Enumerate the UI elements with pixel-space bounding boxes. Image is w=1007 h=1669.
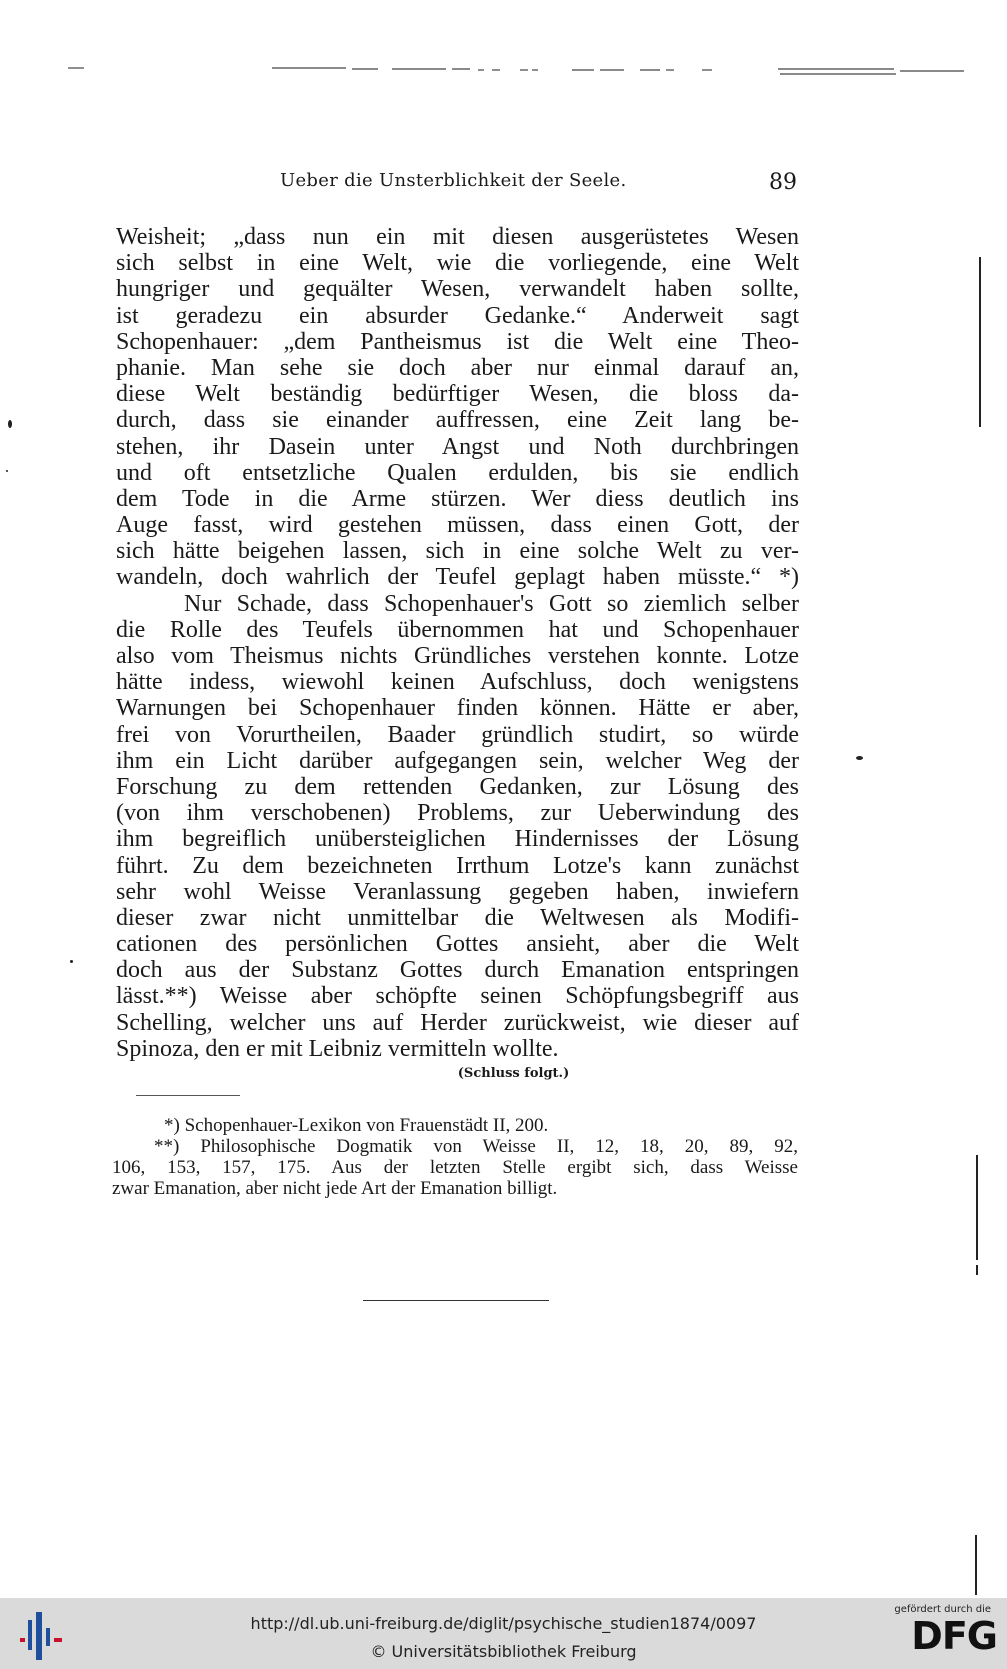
text-line: ist geradezu ein absurder Gedanke.“ Anderweit sagt (116, 302, 799, 329)
scan-speck (8, 420, 12, 428)
footnote-line: 106, 153, 157, 175. Aus der letzten Stelle ergibt sich, dass Weisse (112, 1157, 798, 1178)
text-line: doch aus der Substanz Gottes durch Emanation entspringen (116, 957, 799, 984)
scan-speck (856, 756, 863, 760)
footnotes (112, 1115, 798, 1199)
end-divider (363, 1300, 549, 1301)
copyright-notice: © Universitätsbibliothek Freiburg (370, 1642, 637, 1661)
scan-artifact-lines (0, 60, 1007, 80)
text-line: hätte indess, wiewohl keinen Aufschluss, doch wenigstens (116, 669, 799, 696)
text-line: sich selbst in eine Welt, wie die vorliegende, eine Welt (116, 250, 799, 277)
scan-speck (70, 960, 73, 963)
margin-mark (975, 1535, 977, 1595)
text-line: ihm begreiflich unübersteiglichen Hindernisses der Lösung (116, 826, 799, 853)
text-line: sich hätte beigehen lassen, sich in eine solche Welt zu ver- (116, 538, 799, 565)
page-number: 89 (769, 170, 797, 195)
dfg-logo-icon (885, 1604, 997, 1664)
text-line: Schelling, welcher uns auf Herder zurückweist, wie dieser auf (116, 1009, 799, 1036)
text-line: Schopenhauer: „dem Pantheismus ist die Welt eine Theo- (116, 328, 799, 355)
text-line: phanie. Man sehe sie doch aber nur einmal darauf an, (116, 354, 799, 381)
text-line: cationen des persönlichen Gottes ansieht, aber die Welt (116, 931, 799, 958)
text-line: ihm ein Licht darüber aufgegangen sein, welcher Weg der (116, 747, 799, 774)
text-line: Forschung zu dem rettenden Gedanken, zur Lösung des (116, 773, 799, 800)
text-line: Warnungen bei Schopenhauer finden können. Hätte er aber, (116, 695, 799, 722)
footer-bar (0, 1598, 1007, 1669)
text-line: und oft entsetzliche Qualen erdulden, bis sie endlich (116, 459, 799, 486)
text-line: hungriger und gequälter Wesen, verwandelt haben sollte, (116, 276, 799, 303)
text-line: (von ihm verschobenen) Problems, zur Ueberwindung des (116, 800, 799, 827)
text-line: Spinoza, den er mit Leibniz vermitteln wollte. (116, 1035, 559, 1062)
dfg-logo-text: DFG (911, 1614, 997, 1658)
text-line: führt. Zu dem bezeichneten Irrthum Lotze's kann zunächst (116, 852, 799, 879)
margin-mark (979, 257, 981, 427)
dfg-funding-text: gefördert durch die (894, 1604, 991, 1615)
margin-mark (976, 1155, 978, 1260)
footnote-divider (136, 1095, 240, 1096)
text-line: durch, dass sie einander auffressen, eine Zeit lang be- (116, 407, 799, 434)
text-line: also vom Theismus nichts Gründliches verstehen konnte. Lotze (116, 643, 799, 669)
source-url-link[interactable]: http://dl.ub.uni-freiburg.de/diglit/psychische_studien1874/0097 (250, 1614, 757, 1633)
scan-speck (6, 470, 8, 472)
text-line: diese Welt beständig bedürftiger Wesen, die bloss da- (116, 381, 799, 408)
footnote-line: **) Philosophische Dogmatik von Weisse II, 12, 18, 20, 89, 92, (154, 1136, 798, 1157)
text-line: stehen, ihr Dasein unter Angst und Noth durchbringen (116, 433, 799, 460)
running-head (280, 170, 800, 200)
text-line: wandeln, doch wahrlich der Teufel geplagt haben müsste.“ *) (116, 564, 799, 591)
closing-note: (Schluss folgt.) (457, 1066, 570, 1081)
text-line: dem Tode in die Arme stürzen. Wer diess deutlich ins (116, 485, 799, 512)
text-line: Nur Schade, dass Schopenhauer's Gott so ziemlich selber (184, 590, 799, 617)
footnote-line: *) Schopenhauer-Lexikon von Frauenstädt II, 200. (164, 1115, 549, 1136)
text-line: frei von Vorurtheilen, Baader gründlich studirt, so würde (116, 721, 799, 748)
text-line: lässt.**) Weisse aber schöpfte seinen Schöpfungsbegriff aus (116, 983, 799, 1010)
text-line: dieser zwar nicht unmittelbar die Weltwesen als Modifi- (116, 904, 799, 931)
footnote-line: zwar Emanation, aber nicht jede Art der Emanation billigt. (112, 1178, 558, 1199)
text-line: sehr wohl Weisse Veranlassung gegeben haben, inwiefern (116, 878, 799, 905)
running-title: Ueber die Unsterblichkeit der Seele. (280, 170, 627, 191)
text-line: die Rolle des Teufels übernommen hat und Schopenhauer (116, 616, 799, 643)
text-line: Auge fasst, wird gestehen müssen, dass einen Gott, der (116, 512, 799, 539)
body-text (116, 224, 799, 1062)
margin-mark (976, 1265, 978, 1275)
text-line: Weisheit; „dass nun ein mit diesen ausgerüstetes Wesen (116, 224, 799, 250)
